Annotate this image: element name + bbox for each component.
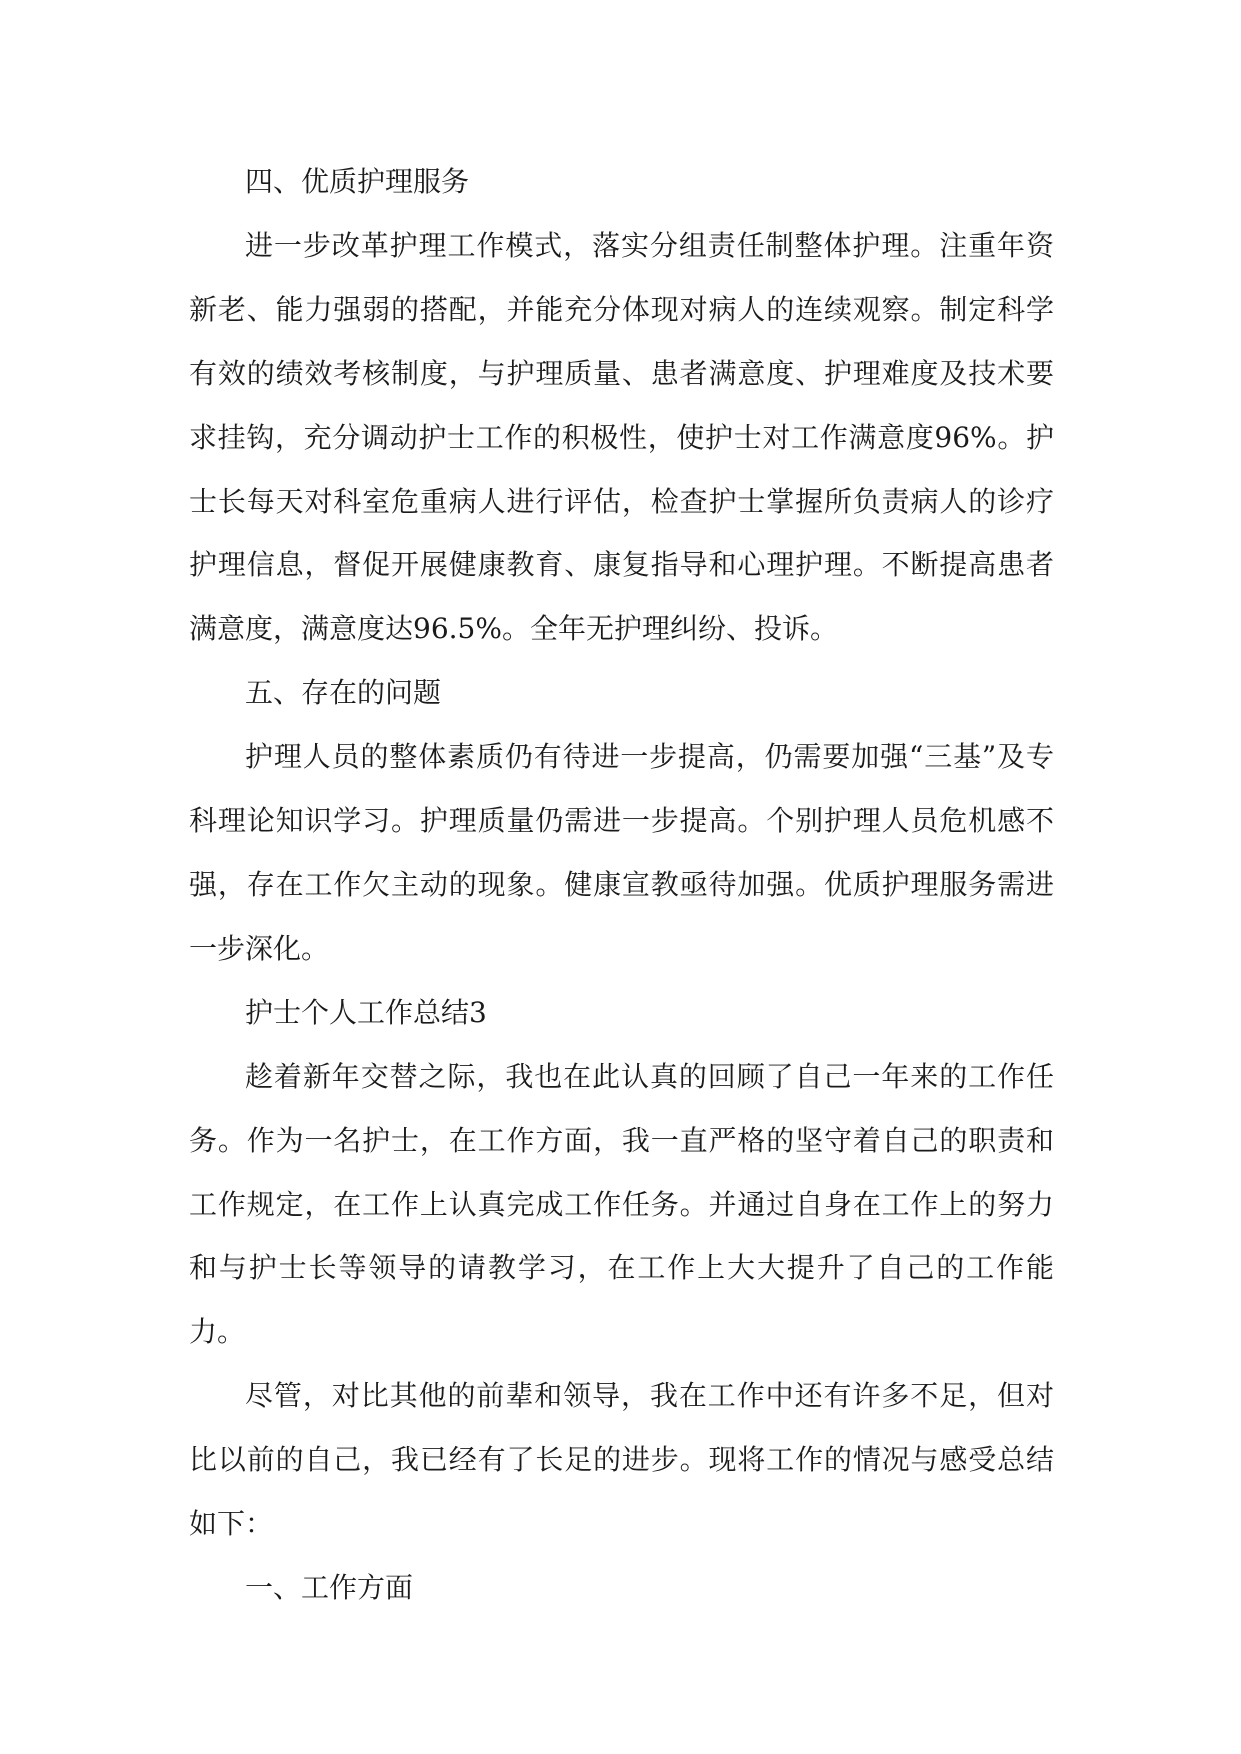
paragraph-problems: 护理人员的整体素质仍有待进一步提高，仍需要加强“三基”及专科理论知识学习。护理质量仍需进一步提高。个别护理人员危机感不强，存在工作欠主动的现象。健康宣教亟待加强。优质护理服务需进一步深化。 [189,740,1054,965]
section-heading-summary-3: 护士个人工作总结3 [245,995,487,1029]
section-heading-problems: 五、存在的问题 [245,676,442,710]
document-body [189,150,1054,1620]
section-heading-quality-nursing: 四、优质护理服务 [245,165,470,198]
paragraph-quality-nursing: 进一步改革护理工作模式，落实分组责任制整体护理。注重年资新老、能力强弱的搭配，并能充分体现对病人的连续观察。制定科学有效的绩效考核制度，与护理质量、患者满意度、护理难度及技术要求挂钩，充分调动护士工作的积极性，使护士对工作满意度96%。护士长每天对科室危重病人进行评估，检查护士掌握所负责病人的诊疗护理信息，督促开展健康教育、康复指导和心理护理。不断提高患者满意度，满意度达96.5%。全年无护理纠纷、投诉。 [189,228,1054,646]
section-heading-work-aspect: 一、工作方面 [245,1570,414,1604]
paragraph-progress: 尽管，对比其他的前辈和领导，我在工作中还有许多不足，但对比以前的自己，我已经有了长足的进步。现将工作的情况与感受总结如下： [189,1379,1054,1541]
paragraph-new-year-review: 趁着新年交替之际，我也在此认真的回顾了自己一年来的工作任务。作为一名护士，在工作方面，我一直严格的坚守着自己的职责和工作规定，在工作上认真完成工作任务。并通过自身在工作上的努力和与护士长等领导的请教学习，在工作上大大提升了自己的工作能力。 [189,1059,1054,1349]
